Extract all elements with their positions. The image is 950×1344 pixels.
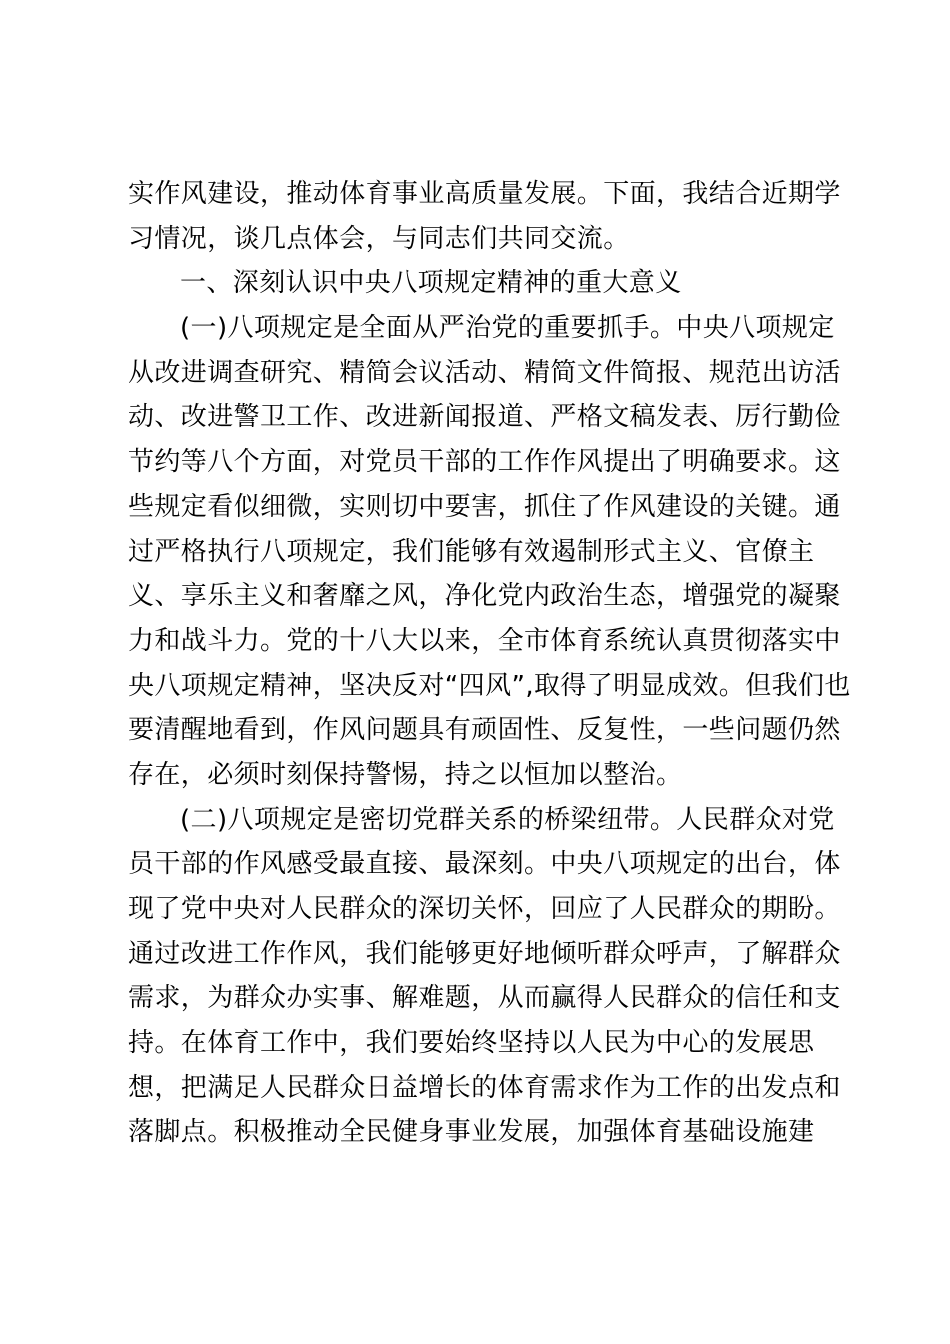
text-line: 想，把满足人民群众日益增长的体育需求作为工作的出发点和 — [128, 1072, 841, 1103]
text-line: (一)八项规定是全面从严治党的重要抓手。中央八项规定 — [180, 313, 835, 344]
text-line: 要清醒地看到，作风问题具有顽固性、反复性，一些问题仍然 — [128, 715, 841, 746]
text-line: 过严格执行八项规定，我们能够有效遏制形式主义、官僚主 — [128, 536, 815, 567]
text-line: 从改进调查研究、精简会议活动、精简文件简报、规范出访活 — [128, 357, 841, 388]
text-line: 通过改进工作作风，我们能够更好地倾听群众呼声，了解群众 — [128, 938, 841, 969]
text-line: 实作风建设，推动体育事业高质量发展。下面，我结合近期学 — [128, 179, 841, 209]
text-line: 节约等八个方面，对党员干部的工作作风提出了明确要求。这 — [128, 447, 841, 478]
body-text — [128, 172, 851, 1155]
text-line: 央八项规定精神，坚决反对“四风”,取得了明显成效。但我们也 — [128, 670, 851, 701]
text-line: 存在，必须时刻保持警惕，持之以恒加以整治。 — [128, 759, 683, 790]
section-heading: 一、深刻认识中央八项规定精神的重大意义 — [180, 268, 682, 299]
text-line: 落脚点。积极推动全民健身事业发展，加强体育基础设施建 — [128, 1117, 815, 1148]
text-line: 员干部的作风感受最直接、最深刻。中央八项规定的出台，体 — [128, 849, 841, 880]
text-line: 持。在体育工作中，我们要始终坚持以人民为中心的发展思 — [128, 1028, 815, 1059]
text-line: (二)八项规定是密切党群关系的桥梁纽带。人民群众对党 — [180, 804, 835, 835]
text-line: 需求，为群众办实事、解难题，从而赢得人民群众的信任和支 — [128, 983, 841, 1014]
text-line: 习情况，谈几点体会，与同志们共同交流。 — [128, 223, 630, 254]
text-line: 力和战斗力。党的十八大以来，全市体育系统认真贯彻落实中 — [128, 625, 841, 656]
text-line: 些规定看似细微，实则切中要害，抓住了作风建设的关键。通 — [128, 491, 841, 522]
text-line: 现了党中央对人民群众的深切关怀，回应了人民群众的期盼。 — [128, 894, 841, 924]
text-line: 动、改进警卫工作、改进新闻报道、严格文稿发表、厉行勤俭 — [128, 402, 841, 433]
text-line: 义、享乐主义和奢靡之风，净化党内政治生态，增强党的凝聚 — [128, 581, 841, 612]
